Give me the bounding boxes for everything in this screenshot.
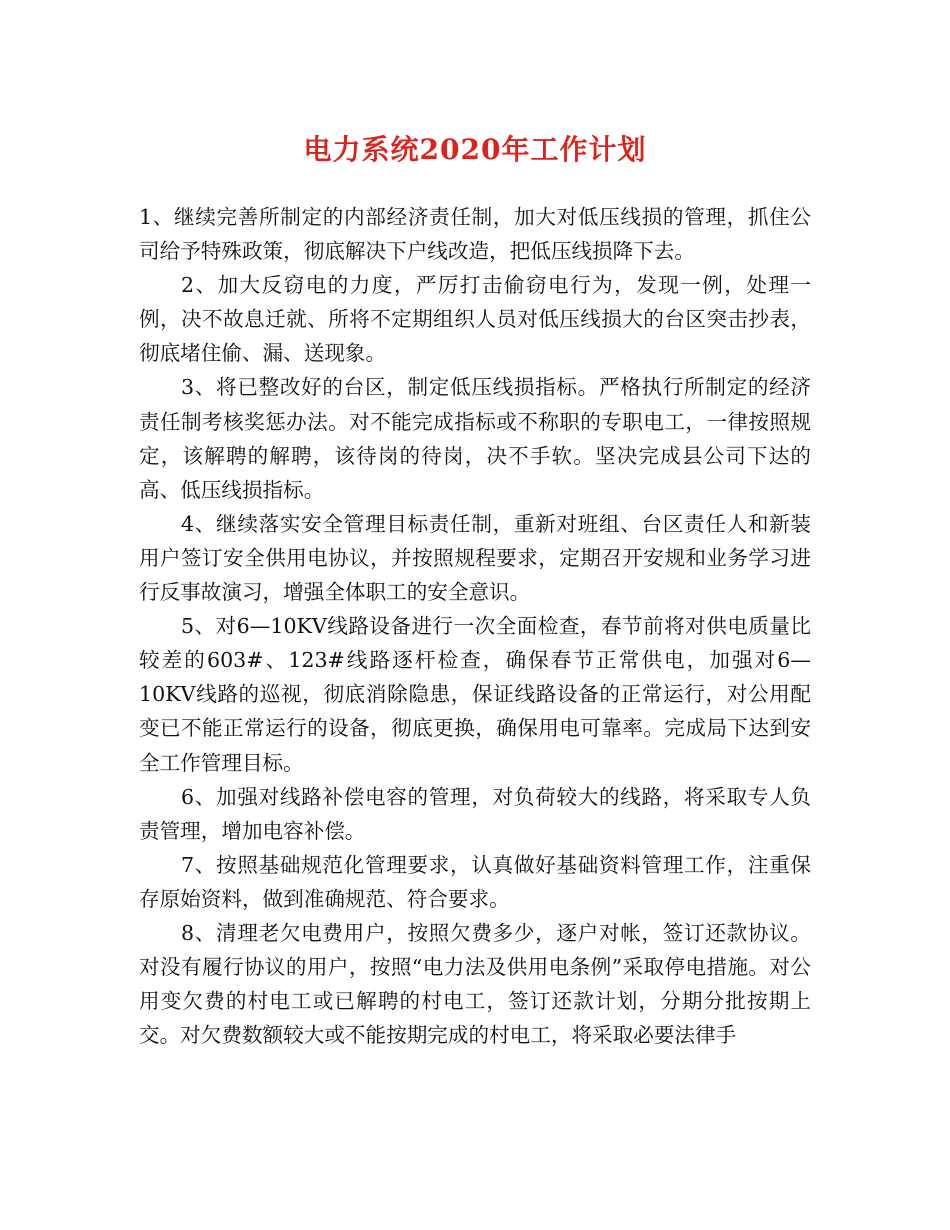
- paragraph-3: 3、将已整改好的台区，制定低压线损指标。严格执行所制定的经济责任制考核奖惩办法。对不能完成指标或不称职的专职电工，一律按照规定，该解聘的解聘，该待岗的待岗，决不手软。坚决完成县公司下达的高、低压线损指标。: [139, 375, 811, 502]
- paragraph-7: 7、按照基础规范化管理要求，认真做好基础资料管理工作，注重保存原始资料，做到准确规范、符合要求。: [139, 852, 811, 911]
- paragraph-1: 1、继续完善所制定的内部经济责任制，加大对低压线损的管理，抓住公司给予特殊政策，彻底解决下户线改造，把低压线损降下去。: [139, 205, 811, 264]
- paragraph-2: 2、加大反窃电的力度，严厉打击偷窃电行为，发现一例，处理一例，决不故息迁就、所将不定期组织人员对低压线损大的台区突击抄表，彻底堵住偷、漏、送现象。: [139, 273, 811, 366]
- paragraph-4: 4、继续落实安全管理目标责任制，重新对班组、台区责任人和新装用户签订安全供用电协议，并按照规程要求，定期召开安规和业务学习进行反事故演习，增强全体职工的安全意识。: [139, 511, 811, 605]
- document-body: [139, 200, 811, 1052]
- paragraph-5: 5、对6—10KV线路设备进行一次全面检查，春节前将对供电质量比较差的603#、123#线路逐杆检查，确保春节正常供电，加强对6—10KV线路的巡视，彻底消除隐患，保证线路设备的正常运行，对公用配变已不能正常运行的设备，彻底更换，确保用电可靠率。完成局下达到安全工作管理目标。: [139, 614, 811, 775]
- document-title: 电力系统2020年工作计划: [303, 133, 647, 166]
- paragraph-6: 6、加强对线路补偿电容的管理，对负荷较大的线路，将采取专人负责管理，增加电容补偿。: [139, 784, 811, 843]
- paragraph-8: 8、清理老欠电费用户，按照欠费多少，逐户对帐，签订还款协议。对没有履行协议的用户，按照“电力法及供用电条例”采取停电措施。对公用变欠费的村电工或已解聘的村电工，签订还款计划，分期分批按期上交。对欠费数额较大或不能按期完成的村电工，将采取必要法律手: [139, 920, 811, 1048]
